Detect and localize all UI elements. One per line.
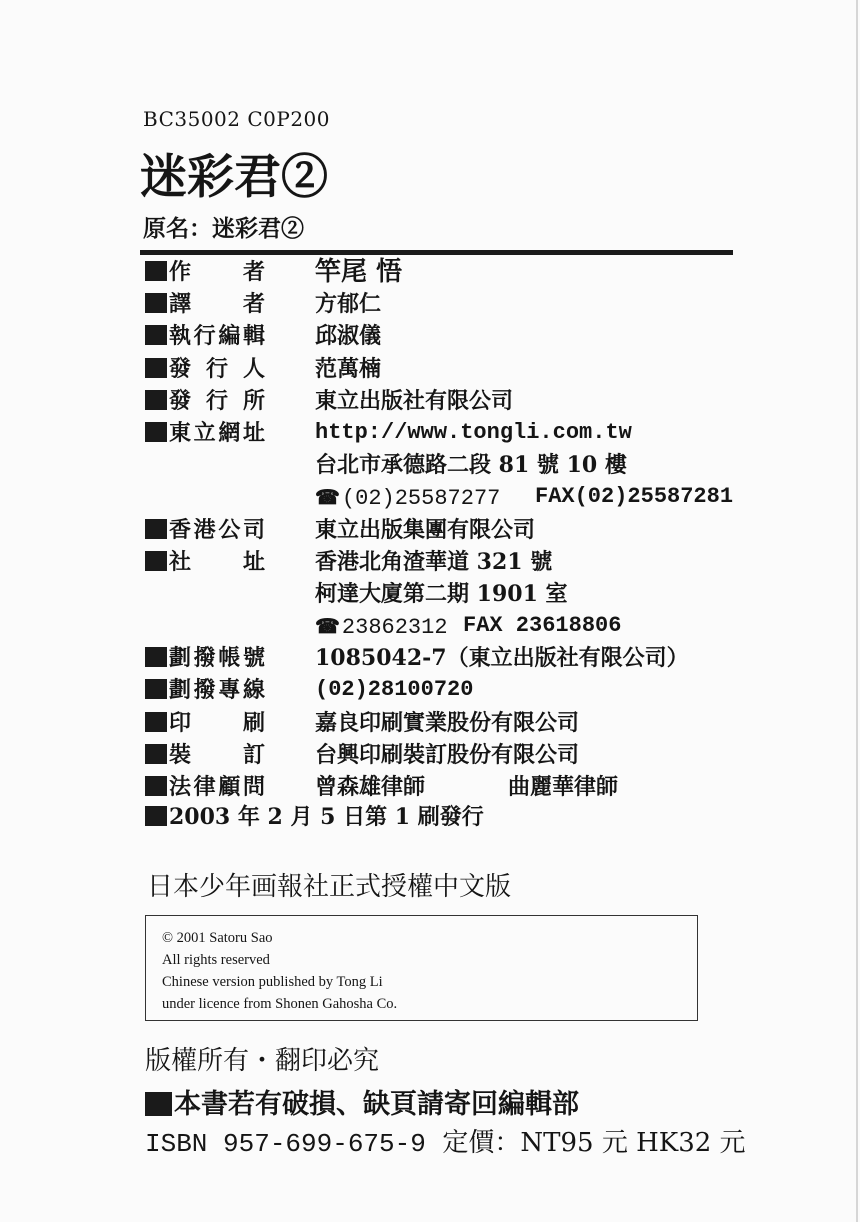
credit-row [145,385,745,417]
phone-number: (02)25587277 [341,486,501,512]
credit-value: 嘉良印刷實業股份有限公司 [315,709,580,736]
publication-date [145,800,484,831]
credit-value: 曾森雄律師 [315,774,426,800]
credit-value: 方郁仁 [315,291,382,318]
credit-row [145,707,745,739]
return-notice [145,1082,579,1121]
credit-value: 柯達大廈第二期 1901 室 [315,580,568,607]
credit-value: 台興印刷裝訂股份有限公司 [315,741,580,768]
credit-row [145,578,745,610]
credit-label: 作 者 [169,259,265,285]
copyright-box [145,915,698,1021]
bullet-square [145,390,167,410]
credit-row [145,320,745,352]
phone-icon: ☎ [315,485,340,510]
credit-row [145,481,745,513]
credit-label: 印 刷 [169,709,265,736]
credit-label: 香港公司 [169,516,265,543]
credit-label: 裝 訂 [169,741,265,768]
bullet-square [145,519,167,539]
credit-row [145,288,745,320]
bullet-square [145,551,167,571]
credit-label: 劃撥帳號 [169,645,265,672]
credit-value: 竿尾 悟 [315,257,403,287]
credit-row [145,353,745,385]
credit-row [145,674,745,706]
credit-row [145,642,745,674]
bullet-square [145,776,167,796]
divider-rule [140,250,733,255]
credit-label: 法律顧問 [169,774,265,800]
bullet-square [145,679,167,699]
credit-label: 譯 者 [169,291,265,318]
copyright-line: © 2001 Satoru Sao [162,930,273,946]
return-notice-text: 本書若有破損、缺頁請寄回編輯部 [174,1089,579,1120]
credit-label: 社 址 [169,548,265,575]
credit-label: 執行編輯 [169,323,265,350]
website-link: http://www.tongli.com.tw [315,419,632,445]
authorization-statement: 日本少年画報社正式授權中文版 [147,872,512,902]
copyright-line: under licence from Shonen Gahosha Co. [162,996,398,1012]
credit-value: 東立出版集團有限公司 [315,516,536,543]
product-code: BC35002 C0P200 [143,107,331,131]
isbn-price-line [145,1122,746,1159]
credit-value: 邱淑儀 [315,323,382,350]
credit-value: 台北市承德路二段 81 號 10 樓 [315,452,627,479]
credit-value: 東立出版社有限公司 [315,387,514,414]
isbn: ISBN 957-699-675-9 [145,1129,426,1159]
fax-number: FAX 23618806 [463,613,622,639]
bullet-square [145,712,167,732]
bullet-square [145,422,167,442]
publication-date-text: 2003 年 2 月 5 日第 1 刷發行 [169,804,484,830]
credit-row [145,610,745,642]
credit-row [145,546,745,578]
credit-row [145,514,745,546]
credit-row [145,256,745,288]
credit-row [145,449,745,481]
phone-number: 23862312 [341,615,448,641]
original-title: 原名：迷彩君② [143,215,304,242]
price: 定價：NT95 元 HK32 元 [442,1128,746,1158]
bullet-square [145,647,167,667]
credit-value: 范萬楠 [315,355,382,382]
phone-icon: ☎ [315,614,340,639]
bullet-square [145,293,167,313]
bullet-square [145,358,167,378]
rights-statement: 版權所有・翻印必究 [145,1046,380,1076]
bullet-square [145,806,167,826]
bullet-square [145,744,167,764]
credit-value-secondary: 曲麗華律師 [508,774,619,800]
credit-value: 1085042-7（東立出版社有限公司） [315,645,689,672]
fax-number: FAX(02)25587281 [535,484,734,510]
credit-value: 香港北角渣華道 321 號 [315,548,553,575]
bullet-square [145,1092,172,1116]
credit-value: (02)28100720 [315,677,474,703]
book-title: 迷彩君② [140,150,328,205]
credits-list [145,256,745,803]
bullet-square [145,261,167,281]
credit-row [145,739,745,771]
credit-row [145,771,745,803]
copyright-line: Chinese version published by Tong Li [162,974,383,990]
credit-row [145,417,745,449]
copyright-line: All rights reserved [162,952,270,968]
credit-label: 劃撥專線 [169,677,265,704]
page-edge [856,0,858,1222]
credit-label: 發 行 人 [169,355,265,382]
bullet-square [145,325,167,345]
credit-label: 發 行 所 [169,387,265,414]
credit-label: 東立網址 [169,419,265,446]
